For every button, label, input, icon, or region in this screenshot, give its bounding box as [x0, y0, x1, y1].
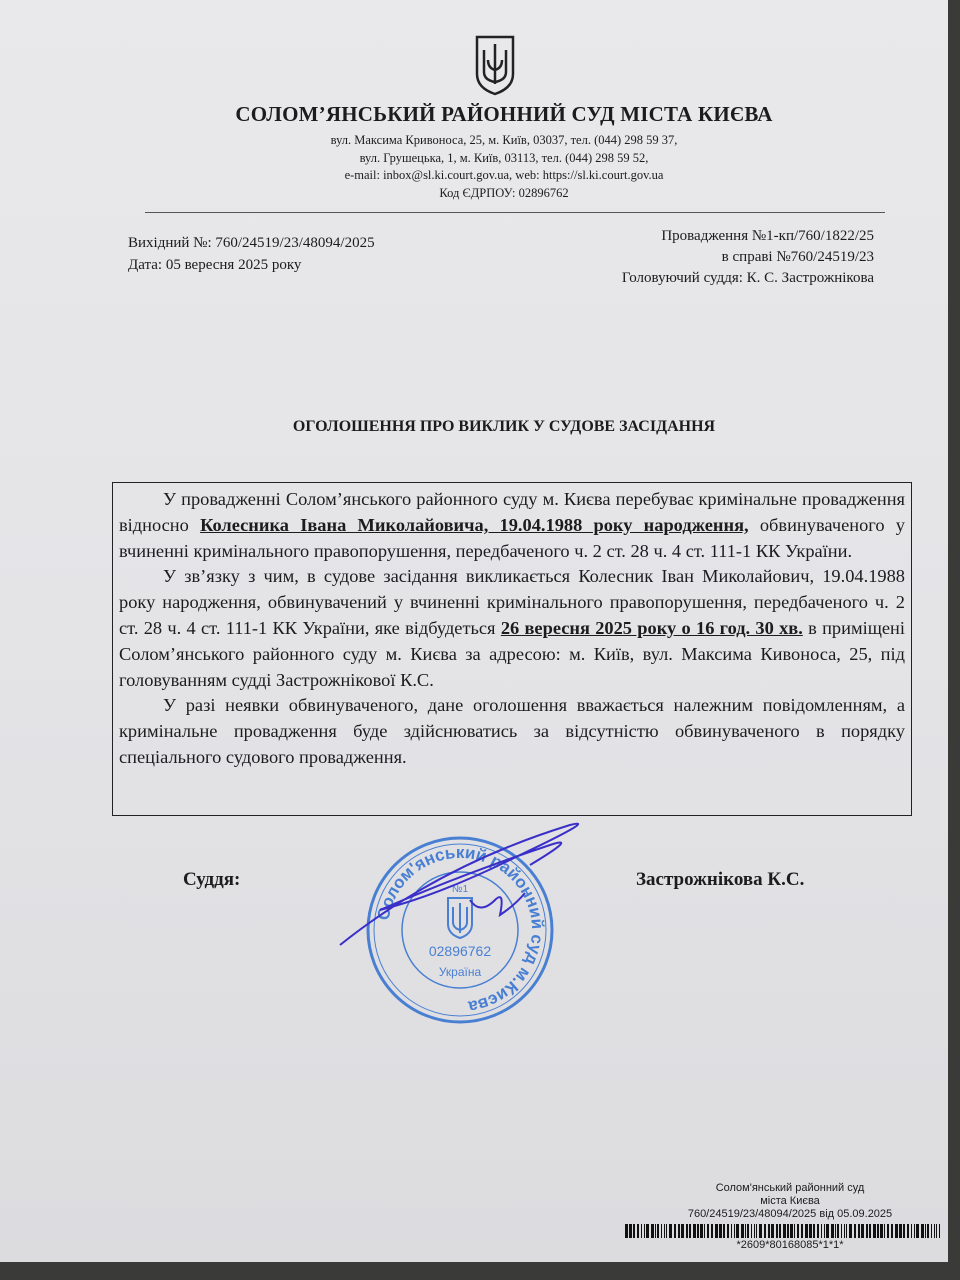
barcode-bar	[934, 1224, 935, 1238]
barcode-bar	[854, 1224, 856, 1238]
stamp-text: Солом'янський районний суд м.Києва	[373, 842, 548, 1017]
barcode-bar	[741, 1224, 744, 1238]
barcode	[625, 1224, 940, 1238]
announcement-body	[112, 482, 912, 816]
text: в приміщені Солом’янського районного суду м. Києва за адресою: м. Київ, вул. Максима Кивоноса, 25, під головуванням судді Застрожнікової К.С.	[119, 617, 905, 690]
barcode-bar	[866, 1224, 868, 1238]
barcode-bar	[707, 1224, 709, 1238]
barcode-bar	[831, 1224, 834, 1238]
barcode-bar	[846, 1224, 847, 1238]
barcode-bar	[644, 1224, 645, 1238]
barcode-bar	[927, 1224, 929, 1238]
barcode-bar	[674, 1224, 676, 1238]
barcode-bar	[873, 1224, 876, 1238]
text: У зв’язку з чим, в судове засідання викликається Колесник Іван Миколайович, 19.04.1988 року народження, обвинувачений у вчиненні кримінального правопорушення, передбаченого ч. 2 ст. 28 ч. 4 ст. 111-1 КК України, яке відбудеться	[119, 566, 905, 638]
barcode-bar	[719, 1224, 722, 1238]
barcode-label	[640, 1182, 940, 1221]
barcode-bar	[797, 1224, 799, 1238]
edrpou-code: Код ЄДРПОУ: 02896762	[439, 185, 569, 200]
barcode-bar	[877, 1224, 879, 1238]
barcode-bar	[899, 1224, 902, 1238]
barcode-bar	[625, 1224, 628, 1238]
barcode-bar	[711, 1224, 713, 1238]
barcode-bar	[925, 1224, 926, 1238]
barcode-number: *2609*80168085*1*1*	[736, 1239, 844, 1251]
document-heading: ОГОЛОШЕННЯ ПРО ВИКЛИК У СУДОВЕ ЗАСІДАННЯ	[292, 418, 716, 435]
address-line: вул. Максима Кривоноса, 25, м. Київ, 03037, тел. (044) 298 59 37,	[330, 133, 678, 147]
presiding-judge: Головуючий суддя: К. С. Застрожнікова	[621, 270, 874, 286]
barcode-bar	[805, 1224, 808, 1238]
barcode-bar	[837, 1224, 839, 1238]
barcode-bar	[736, 1224, 739, 1238]
barcode-bar	[835, 1224, 836, 1238]
barcode-bar	[817, 1224, 819, 1238]
stamp-code: 02896762	[428, 943, 492, 959]
barcode-bar	[916, 1224, 919, 1238]
barcode-bar	[754, 1224, 755, 1238]
barcode-bar	[731, 1224, 732, 1238]
outgoing-number: Вихідний №: 760/24519/23/48094/2025	[128, 235, 375, 251]
barcode-bar	[821, 1224, 822, 1238]
barcode-bar	[759, 1224, 762, 1238]
court-name: СОЛОМ’ЯНСЬКИЙ РАЙОННИЙ СУД МІСТА КИЄВА	[235, 102, 773, 126]
handwritten-signature	[320, 805, 610, 955]
barcode-bar	[794, 1224, 795, 1238]
barcode-bar	[629, 1224, 632, 1238]
barcode-bar	[747, 1224, 749, 1238]
text: обвинуваченого у вчиненні кримінального правопорушення, передбаченого ч. 2 ст. 28 ч. 4 ст. 111-1 КК України.	[119, 514, 905, 561]
barcode-bar	[903, 1224, 905, 1238]
barcode-bar	[651, 1224, 654, 1238]
paragraph-3: У разі неявки обвинуваченого, дане оголошення вважається належним повідомленням, а кримінальне провадження буде здійснюватись за відсутністю обвинуваченого в порядку спеціального судового провадження.	[119, 695, 905, 767]
barcode-bar	[723, 1224, 725, 1238]
court-address	[0, 132, 960, 202]
barcode-bar	[756, 1224, 757, 1238]
barcode-bar	[776, 1224, 778, 1238]
barcode-bar	[809, 1224, 812, 1238]
proceeding-number: Провадження №1-кп/760/1822/25	[661, 228, 874, 244]
barcode-bar	[787, 1224, 789, 1238]
barcode-bar	[880, 1224, 883, 1238]
barcode-bar	[637, 1224, 639, 1238]
barcode-bar	[727, 1224, 729, 1238]
barcode-bar	[697, 1224, 699, 1238]
barcode-bar	[693, 1224, 696, 1238]
case-number: в справі №760/24519/23	[721, 249, 874, 265]
barcode-bar	[801, 1224, 803, 1238]
coat-of-arms-icon	[474, 34, 516, 96]
barcode-bar	[861, 1224, 864, 1238]
barcode-bar	[824, 1224, 825, 1238]
barcode-bar	[895, 1224, 898, 1238]
barcode-bar	[764, 1224, 766, 1238]
barcode-bar	[783, 1224, 786, 1238]
paragraph-1	[119, 487, 905, 564]
barcode-bar	[790, 1224, 793, 1238]
barcode-bar	[841, 1224, 842, 1238]
case-meta	[622, 226, 874, 289]
barcode-bar	[751, 1224, 752, 1238]
barcode-bar	[678, 1224, 680, 1238]
barcode-bar	[887, 1224, 889, 1238]
address-line: вул. Грушецька, 1, м. Київ, 03113, тел. (044) 298 59 52,	[359, 150, 649, 165]
barcode-bar	[884, 1224, 885, 1238]
barcode-bar	[914, 1224, 915, 1238]
hearing-datetime: 26 вересня 2025 року о 16 год. 30 хв.	[500, 617, 803, 638]
barcode-bar	[704, 1224, 705, 1238]
barcode-bar	[661, 1224, 662, 1238]
outgoing-meta	[128, 232, 375, 276]
barcode-bar	[633, 1224, 635, 1238]
barcode-court: Солом'янський районний суд	[715, 1182, 865, 1194]
barcode-bar	[771, 1224, 774, 1238]
document-date: Дата: 05 вересня 2025 року	[128, 257, 302, 273]
stamp-number: №1	[451, 884, 469, 895]
barcode-bar	[891, 1224, 893, 1238]
barcode-bar	[657, 1224, 659, 1238]
stamp-country: Україна	[438, 965, 482, 979]
accused-name: Колесника Івана Миколайовича, 19.04.1988 року народження,	[200, 514, 749, 535]
barcode-bar	[745, 1224, 746, 1238]
barcode-bar	[939, 1224, 940, 1238]
barcode-bar	[681, 1224, 684, 1238]
barcode-city: міста Києва	[760, 1195, 820, 1207]
barcode-bar	[858, 1224, 860, 1238]
barcode-bar	[907, 1224, 909, 1238]
barcode-bar	[664, 1224, 665, 1238]
contact-line: e-mail: inbox@sl.ki.court.gov.ua, web: https://sl.ki.court.gov.ua	[344, 168, 664, 182]
barcode-bar	[911, 1224, 912, 1238]
barcode-bar	[666, 1224, 667, 1238]
barcode-bar	[869, 1224, 871, 1238]
barcode-bar	[686, 1224, 688, 1238]
text: У провадженні Солом’янського районного суду м. Києва перебуває кримінальне провадження відносно	[119, 489, 905, 535]
barcode-bar	[844, 1224, 845, 1238]
barcode-bar	[641, 1224, 642, 1238]
signature-label: Суддя:	[183, 869, 241, 890]
barcode-bar	[931, 1224, 932, 1238]
barcode-bar	[700, 1224, 703, 1238]
barcode-bar	[768, 1224, 770, 1238]
barcode-bar	[936, 1224, 937, 1238]
barcode-bar	[813, 1224, 815, 1238]
barcode-bar	[689, 1224, 691, 1238]
barcode-bar	[849, 1224, 852, 1238]
judge-name: Застрожнікова К.С.	[636, 869, 805, 890]
barcode-bar	[921, 1224, 924, 1238]
barcode-bar	[715, 1224, 718, 1238]
barcode-bar	[669, 1224, 672, 1238]
paragraph-2	[119, 564, 905, 693]
header-divider	[145, 212, 885, 213]
barcode-bar	[646, 1224, 649, 1238]
barcode-reference: 760/24519/23/48094/2025 від 05.09.2025	[687, 1208, 893, 1220]
barcode-bar	[734, 1224, 735, 1238]
barcode-bar	[779, 1224, 781, 1238]
barcode-bar	[826, 1224, 829, 1238]
barcode-bar	[655, 1224, 656, 1238]
